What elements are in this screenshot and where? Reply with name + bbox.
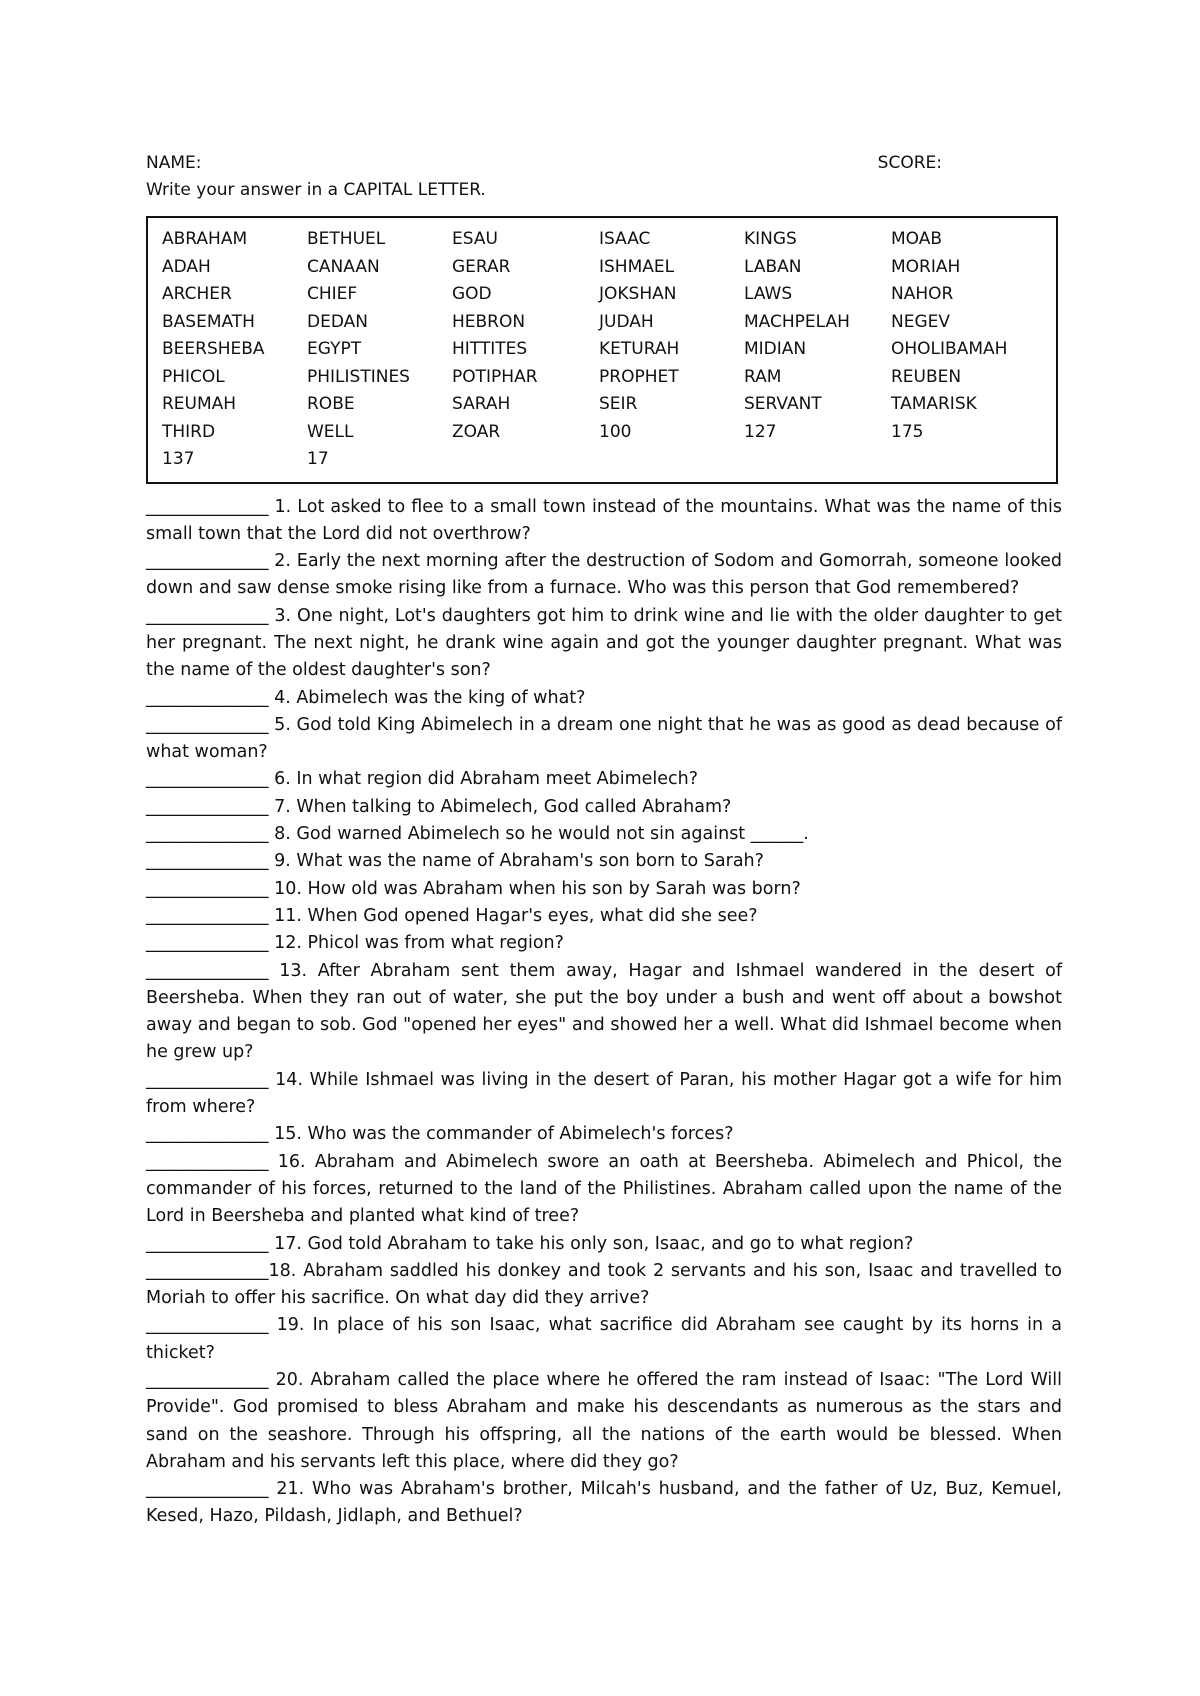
question-list	[146, 494, 1062, 1531]
word-bank-item: REUMAH	[162, 394, 237, 414]
question-item	[146, 712, 1062, 767]
word-bank-item: DEDAN	[307, 311, 368, 332]
word-bank-item: 175	[891, 421, 924, 442]
word-bank-item: 17	[307, 449, 329, 469]
word-bank-item: SEIR	[599, 394, 638, 414]
question-text: 16. Abraham and Abimelech swore an oath at Beersheba. Abimelech and Phicol, the commander of his forces, returned to the land of the Philistines. Abraham called upon the name of the Lord in Beersheba and planted what kind of tree?	[146, 1151, 1062, 1227]
question-item	[146, 603, 1062, 685]
answer-blank[interactable]: ______________	[146, 1151, 269, 1172]
word-bank-item: MACHPELAH	[744, 311, 850, 332]
word-bank-item: THIRD	[162, 421, 216, 442]
question-item	[146, 766, 1062, 793]
question-item	[146, 1121, 1062, 1148]
word-bank-item: LAWS	[744, 284, 793, 304]
question-item	[146, 876, 1062, 903]
answer-blank[interactable]: ______________	[146, 1260, 269, 1281]
answer-blank[interactable]: ______________	[146, 905, 269, 926]
answer-blank[interactable]: ______________	[146, 551, 269, 572]
question-text: 11. When God opened Hagar's eyes, what did she see?	[268, 905, 758, 926]
question-item	[146, 685, 1062, 712]
question-text: 6. In what region did Abraham meet Abimelech?	[268, 769, 699, 790]
word-bank-item: ARCHER	[162, 284, 232, 304]
question-text: 9. What was the name of Abraham's son born to Sarah?	[268, 851, 764, 872]
word-bank-item: OHOLIBAMAH	[891, 339, 1008, 359]
word-bank-item: ADAH	[162, 256, 211, 277]
question-item	[146, 903, 1062, 930]
word-bank-item: JUDAH	[599, 311, 654, 332]
answer-blank[interactable]: ______________	[146, 1124, 269, 1145]
question-text: 20. Abraham called the place where he offered the ram instead of Isaac: "The Lord Will Provide". God promised to bless Abraham and make his descendants as numerous as the stars and sand on the seashore. Through his offspring, all the nations of the earth would be blessed. When Abraham and his servants left this place, where did they go?	[146, 1370, 1062, 1472]
word-bank-item: JOKSHAN	[599, 284, 677, 304]
word-bank-item: RAM	[744, 366, 782, 387]
question-item	[146, 1258, 1062, 1313]
word-bank-item: 137	[162, 449, 195, 469]
question-text: 18. Abraham saddled his donkey and took 2 servants and his son, Isaac and travelled to Moriah to offer his sacrifice. On what day did they arrive?	[146, 1260, 1062, 1309]
word-bank-item: BETHUEL	[307, 229, 386, 249]
word-bank-item: NAHOR	[891, 284, 954, 304]
question-item	[146, 1312, 1062, 1367]
word-bank-item: ESAU	[452, 229, 498, 249]
question-text: 2. Early the next morning after the destruction of Sodom and Gomorrah, someone looked down and saw dense smoke rising like from a furnace. Who was this person that God remembered?	[146, 551, 1062, 599]
word-bank-item: ROBE	[307, 394, 355, 414]
word-bank-item: PHICOL	[162, 366, 225, 387]
word-bank-item: POTIPHAR	[452, 366, 538, 387]
word-bank-item: 127	[744, 421, 777, 442]
answer-blank[interactable]: ______________	[146, 769, 269, 790]
question-text: 7. When talking to Abimelech, God called Abraham?	[268, 796, 732, 817]
word-bank-item: KINGS	[744, 229, 797, 249]
word-bank-item: PROPHET	[599, 366, 679, 387]
word-bank-item: CHIEF	[307, 284, 358, 304]
word-bank-item: SERVANT	[744, 394, 822, 414]
word-bank-item: WELL	[307, 421, 354, 442]
answer-blank[interactable]: ______________	[146, 933, 269, 954]
header-row	[146, 150, 1062, 177]
question-text: 8. God warned Abimelech so he would not sin against ______.	[268, 824, 809, 845]
question-text: 17. God told Abraham to take his only son, Isaac, and go to what region?	[268, 1233, 914, 1254]
word-bank-item: ABRAHAM	[162, 229, 248, 249]
score-label: SCORE:	[877, 153, 942, 173]
answer-blank[interactable]: ______________	[146, 851, 269, 872]
word-bank-item: 100	[599, 421, 632, 442]
answer-blank[interactable]: ______________	[146, 496, 269, 517]
question-text: 19. In place of his son Isaac, what sacrifice did Abraham see caught by its horns in a thicket?	[146, 1315, 1062, 1363]
question-text: 3. One night, Lot's daughters got him to drink wine and lie with the older daughter to get her pregnant. The next night, he drank wine again and got the younger daughter pregnant. What was the name of the oldest daughter's son?	[146, 605, 1062, 681]
question-item	[146, 1231, 1062, 1258]
word-bank-item: REUBEN	[891, 366, 962, 387]
word-bank-item: MOAB	[891, 229, 943, 249]
question-item	[146, 794, 1062, 821]
question-text: 13. After Abraham sent them away, Hagar and Ishmael wandered in the desert of Beersheba. When they ran out of water, she put the boy under a bush and went off about a bowshot away and began to sob. God "opened her eyes" and showed her a well. What did Ishmael become when he grew up?	[146, 960, 1062, 1063]
word-bank-grid	[162, 226, 1056, 474]
word-bank-item: MIDIAN	[744, 339, 807, 359]
word-bank-item: HITTITES	[452, 339, 528, 359]
answer-blank[interactable]: ______________	[146, 687, 269, 708]
question-item	[146, 494, 1062, 549]
question-item	[146, 1476, 1062, 1531]
answer-blank[interactable]: ______________	[146, 878, 269, 899]
word-bank-item: NEGEV	[891, 311, 951, 332]
word-bank-item: HEBRON	[452, 311, 526, 332]
question-text: 1. Lot asked to flee to a small town instead of the mountains. What was the name of this small town that the Lord did not overthrow?	[146, 496, 1062, 544]
word-bank-item: BEERSHEBA	[162, 339, 265, 359]
word-bank-item: LABAN	[744, 256, 802, 277]
word-bank-item: PHILISTINES	[307, 366, 410, 387]
answer-blank[interactable]: ______________	[146, 1479, 269, 1500]
answer-blank[interactable]: ______________	[146, 824, 269, 845]
word-bank-item: SARAH	[452, 394, 511, 414]
word-bank-item: MORIAH	[891, 256, 961, 277]
word-bank-item: ZOAR	[452, 421, 501, 442]
answer-blank[interactable]: ______________	[146, 796, 269, 817]
word-bank-item: KETURAH	[599, 339, 680, 359]
word-bank-item: CANAAN	[307, 256, 380, 277]
answer-blank[interactable]: ______________	[146, 1233, 269, 1254]
answer-blank[interactable]: ______________	[146, 605, 269, 626]
answer-blank[interactable]: ______________	[146, 960, 269, 981]
word-bank-item: GERAR	[452, 256, 511, 277]
answer-blank[interactable]: ______________	[146, 1069, 269, 1090]
question-item	[146, 1067, 1062, 1122]
question-item	[146, 930, 1062, 957]
question-item	[146, 848, 1062, 875]
word-bank-item: ISAAC	[599, 229, 651, 249]
worksheet	[146, 150, 1062, 1531]
answer-blank[interactable]: ______________	[146, 1315, 269, 1336]
word-bank-box	[146, 216, 1058, 484]
word-bank-item: GOD	[452, 284, 492, 304]
question-text: 21. Who was Abraham's brother, Milcah's husband, and the father of Uz, Buz, Kemuel, Kesed, Hazo, Pildash, Jidlaph, and Bethuel?	[146, 1479, 1062, 1527]
question-item	[146, 548, 1062, 603]
question-item	[146, 958, 1062, 1067]
answer-blank[interactable]: ______________	[146, 714, 269, 735]
question-item	[146, 821, 1062, 848]
name-label: NAME:	[146, 153, 202, 173]
instruction-text: Write your answer in a CAPITAL LETTER.	[146, 180, 486, 200]
question-text: 15. Who was the commander of Abimelech's forces?	[268, 1124, 734, 1145]
question-text: 5. God told King Abimelech in a dream one night that he was as good as dead because of what woman?	[146, 714, 1062, 763]
question-text: 12. Phicol was from what region?	[268, 933, 564, 954]
question-item	[146, 1367, 1062, 1476]
question-text: 10. How old was Abraham when his son by Sarah was born?	[268, 878, 801, 899]
question-text: 14. While Ishmael was living in the desert of Paran, his mother Hagar got a wife for him from where?	[146, 1069, 1062, 1118]
word-bank-item: EGYPT	[307, 339, 362, 359]
word-bank-item: ISHMAEL	[599, 256, 675, 277]
question-item	[146, 1149, 1062, 1231]
answer-blank[interactable]: ______________	[146, 1370, 269, 1390]
word-bank-item: TAMARISK	[891, 394, 977, 414]
word-bank-item: BASEMATH	[162, 311, 255, 332]
question-text: 4. Abimelech was the king of what?	[268, 687, 586, 708]
